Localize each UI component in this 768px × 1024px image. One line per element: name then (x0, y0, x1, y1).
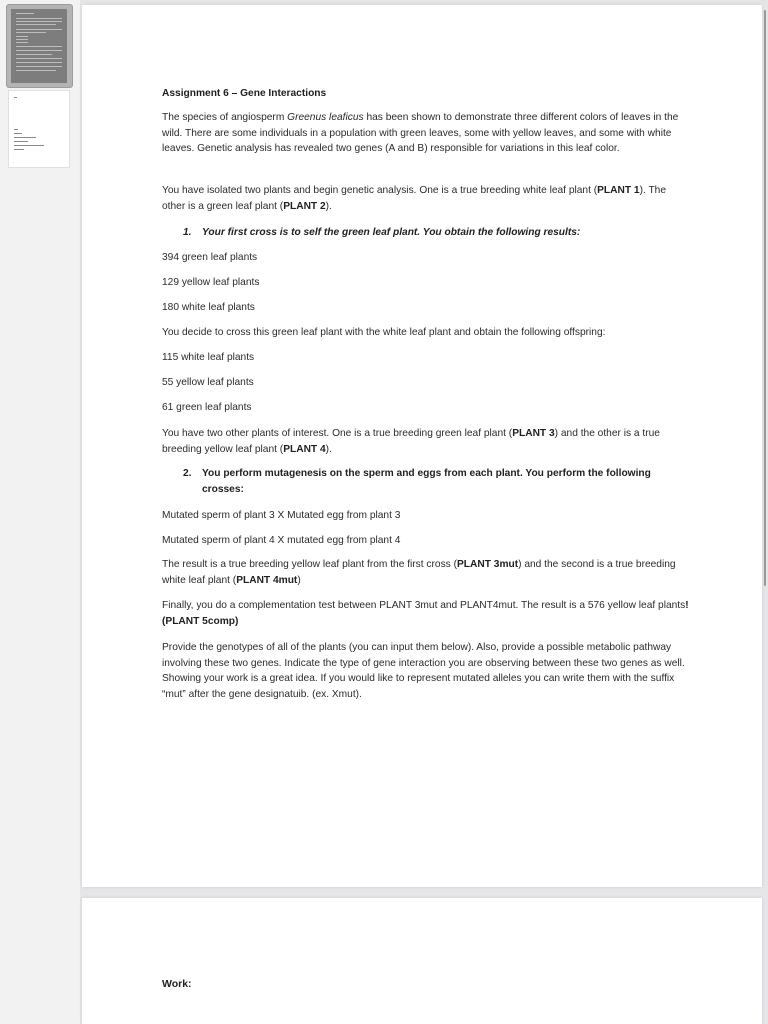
question-2: 2. You perform mutagenesis on the sperm and eggs from each plant. You perform the following crosses: (183, 468, 651, 495)
self-cross-result-yellow: 129 yellow leaf plants (162, 277, 260, 288)
mutant-result-paragraph: The result is a true breeding yellow leaf plant from the first cross (PLANT 3mut) and the second is a true breeding white leaf plant (PLANT 4mut) (162, 559, 676, 586)
cross-result-white: 115 white leaf plants (162, 352, 255, 363)
work-label: Work: (162, 978, 192, 990)
page-thumbnail-2-preview (8, 90, 70, 168)
instructions-paragraph: Provide the genotypes of all of the plants (you can input them below). Also, provide a possible metabolic pathway involving these two genes. Indicate the type of gene interaction you are observing between these two genes as well. Showing your work is a great idea. If you would like to represent mutated alleles you can write them with the suffix “mut” after the gene designatuib. (ex. Xmut). (162, 642, 685, 700)
document-page-1 (82, 5, 762, 887)
document-page-2 (82, 898, 762, 1024)
complementation-paragraph: Finally, you do a complementation test between PLANT 3mut and PLANT4mut. The result is a 576 yellow leaf plants! (PLANT 5comp) (162, 600, 689, 627)
mutant-cross-plant-3: Mutated sperm of plant 3 X Mutated egg from plant 3 (162, 510, 401, 521)
mutant-cross-plant-4: Mutated sperm of plant 4 X mutated egg from plant 4 (162, 535, 401, 546)
self-cross-result-green: 394 green leaf plants (162, 252, 258, 263)
self-cross-result-white: 180 white leaf plants (162, 302, 255, 313)
question-1: 1. Your first cross is to self the green leaf plant. You obtain the following results: (183, 227, 581, 238)
cross-intro: You decide to cross this green leaf plant with the white leaf plant and obtain the following offspring: (162, 327, 606, 338)
isolated-plants-paragraph: You have isolated two plants and begin genetic analysis. One is a true breeding white leaf plant (PLANT 1). The other is a green leaf plant (PLANT 2). (162, 185, 667, 212)
cross-result-yellow: 55 yellow leaf plants (162, 377, 254, 388)
species-name: Greenus leaficus (287, 112, 364, 123)
page-thumbnail-sidebar (0, 0, 80, 1024)
page-thumbnail-1-preview (11, 9, 67, 83)
page-thumbnail-1[interactable] (6, 4, 73, 88)
intro-paragraph: The species of angiosperm Greenus leaficus has been shown to demonstrate three different colors of leaves in the wild. There are some individuals in a population with green leaves, some with yellow leaves, and some with white leaves. Genetic analysis has revealed two genes (A and B) responsible for variations in this leaf color. (162, 112, 679, 155)
assignment-title: Assignment 6 – Gene Interactions (162, 88, 327, 99)
other-plants-paragraph: You have two other plants of interest. One is a true breeding green leaf plant (PLANT 3) and the other is a true breeding yellow leaf plant (PLANT 4). (162, 428, 660, 455)
cross-result-green: 61 green leaf plants (162, 402, 252, 413)
page-thumbnail-2[interactable] (6, 90, 71, 168)
vertical-scrollbar[interactable] (764, 10, 766, 586)
